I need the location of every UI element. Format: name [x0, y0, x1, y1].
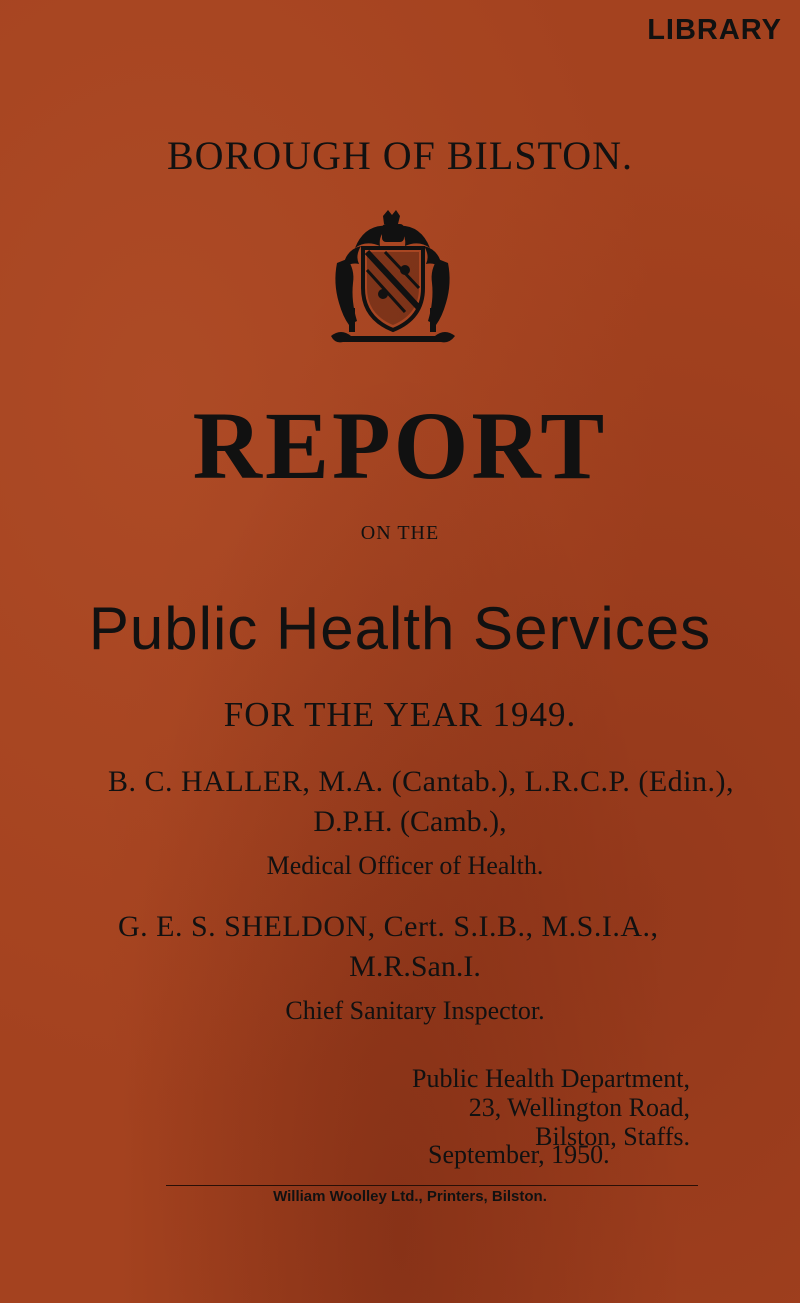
printer-imprint: William Woolley Ltd., Printers, Bilston. — [273, 1188, 547, 1205]
department-address — [412, 1064, 690, 1151]
on-the-label: ON THE — [360, 522, 440, 544]
officer-name-sheldon: G. E. S. SHELDON, Cert. S.I.B., M.S.I.A., — [118, 910, 659, 943]
report-date: September, 1950. — [428, 1140, 610, 1169]
officer-role-haller: Medical Officer of Health. — [266, 851, 544, 880]
officer-role-sheldon: Chief Sanitary Inspector. — [285, 996, 545, 1025]
divider-rule — [166, 1185, 698, 1186]
officer-name-haller: B. C. HALLER, M.A. (Cantab.), L.R.C.P. (Edin.), — [108, 765, 734, 798]
borough-crest-icon — [325, 208, 460, 348]
borough-heading: BOROUGH OF BILSTON. — [166, 133, 634, 178]
address-line-3: Bilston, Staffs. — [535, 1122, 690, 1151]
officer-qualifications-haller: D.P.H. (Camb.), — [313, 805, 507, 838]
address-line-2: 23, Wellington Road, — [468, 1093, 690, 1122]
officer-qualifications-sheldon: M.R.San.I. — [349, 950, 481, 983]
report-title: REPORT — [192, 392, 608, 499]
year-line: FOR THE YEAR 1949. — [223, 695, 577, 734]
address-line-1: Public Health Department, — [412, 1064, 690, 1093]
subject-title: Public Health Services — [88, 595, 712, 662]
library-stamp: LIBRARY — [647, 14, 782, 46]
